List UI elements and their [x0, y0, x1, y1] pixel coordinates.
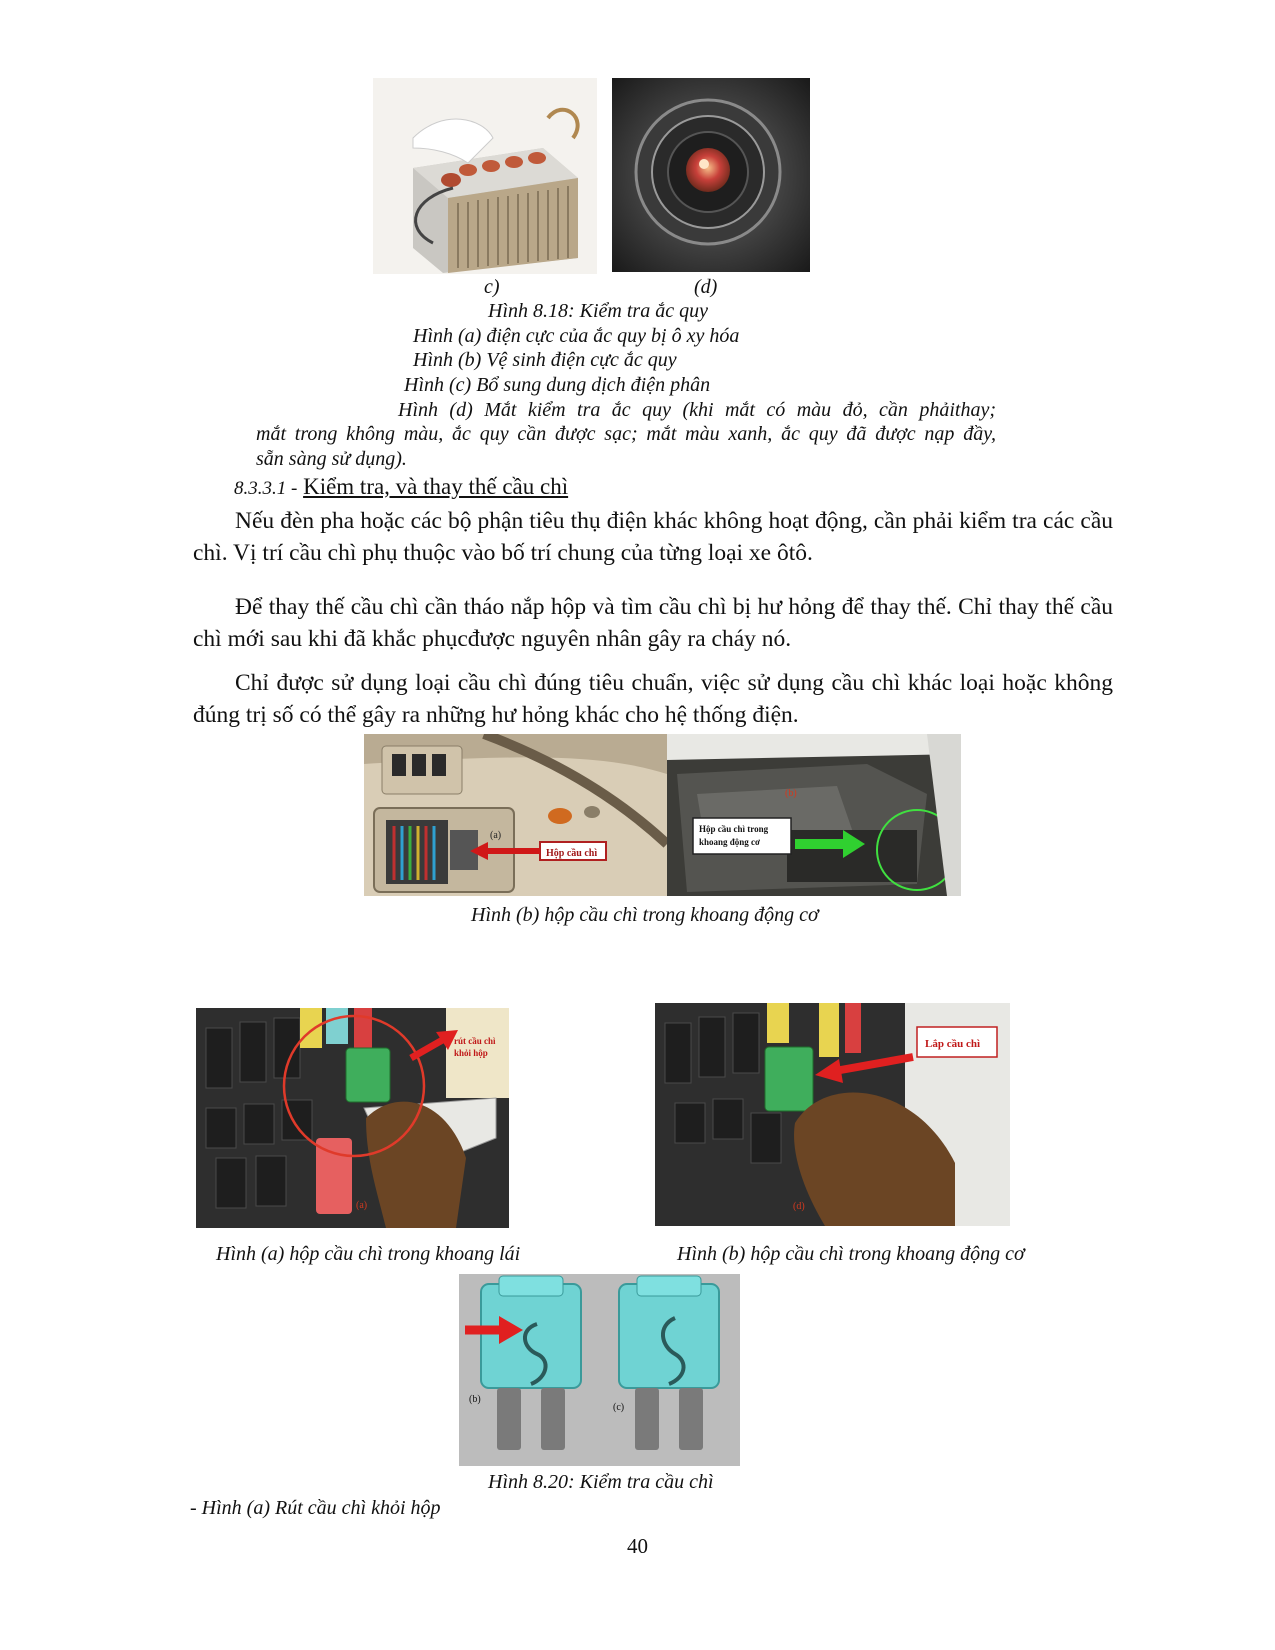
battery-terminal-photo	[373, 78, 597, 274]
fuse-install-illustration	[655, 1003, 1010, 1226]
battery-indicator-eye-photo	[612, 78, 810, 272]
caption-line: Hình (d) Mắt kiểm tra ắc quy (khi mắt có màu đỏ, cần phảithay;	[398, 399, 996, 421]
caption-line: sẵn sàng sử dụng).	[256, 448, 407, 470]
paragraph: Nếu đèn pha hoặc các bộ phận tiêu thụ điện khác không hoạt động, cần phải kiểm tra các cầu chì. Vị trí cầu chì phụ thuộc vào bố trí chung của từng loại xe ôtô.	[193, 508, 1113, 566]
figure-label-d: (d)	[694, 276, 718, 298]
fuse-tag-c: (c)	[613, 1402, 625, 1413]
fuse-tag-b: (b)	[469, 1394, 481, 1405]
fuse-inspection-illustration	[459, 1274, 740, 1466]
fusebox-dashboard-photo	[364, 734, 667, 896]
figure-label-c: c)	[484, 276, 500, 298]
section-number: 8.3.3.1 -	[234, 478, 298, 499]
fusebox-tag-a: (a)	[490, 830, 502, 841]
removal-callout: khỏi hộp	[454, 1048, 488, 1058]
removal-callout: rút cầu chì	[454, 1036, 496, 1046]
fusebox-engine-bay-photo	[667, 734, 961, 896]
fusebox-label-right: Hộp cầu chì trong	[699, 824, 769, 834]
section-heading	[234, 474, 568, 500]
figure-caption: Hình (a) hộp cầu chì trong khoang lái	[216, 1243, 521, 1265]
figure-caption: Hình (b) hộp cầu chì trong khoang động cơ	[677, 1243, 1025, 1265]
fusebox-tag-b: (b)	[785, 788, 797, 799]
install-callout: Lắp cầu chì	[925, 1038, 981, 1050]
fuse-removal-illustration	[196, 1008, 509, 1228]
caption-line: mắt trong không màu, ắc quy cần được sạc; mắt màu xanh, ắc quy đã được nạp đầy,	[256, 423, 996, 445]
paragraph: Chỉ được sử dụng loại cầu chì đúng tiêu chuẩn, việc sử dụng cầu chì khác loại hoặc không đúng trị số có thể gây ra những hư hỏng khác cho hệ thống điện.	[193, 670, 1113, 728]
caption-line: Hình (b) Vệ sinh điện cực ắc quy	[413, 349, 677, 371]
caption-line: Hình (c) Bổ sung dung dịch điện phân	[404, 374, 711, 396]
page-number: 40	[627, 1534, 648, 1558]
caption-line: Hình (a) điện cực của ắc quy bị ô xy hóa	[413, 325, 740, 347]
figure-title: Hình 8.20: Kiểm tra cầu chì	[488, 1471, 714, 1493]
fusebox-label-left: Hộp cầu chì	[546, 848, 598, 859]
fusebox-label-right: khoang động cơ	[699, 837, 761, 847]
install-tag: (d)	[793, 1201, 805, 1212]
paragraph: Để thay thế cầu chì cần tháo nắp hộp và tìm cầu chì bị hư hỏng để thay thế. Chỉ thay thế cầu chì mới sau khi đã khắc phụcđược nguyên nhân gây ra cháy nó.	[193, 594, 1113, 652]
section-title: Kiểm tra, và thay thế cầu chì	[303, 474, 569, 499]
removal-tag: (a)	[356, 1200, 368, 1211]
figure-caption: Hình (b) hộp cầu chì trong khoang động cơ	[471, 904, 819, 926]
figure-title: Hình 8.18: Kiểm tra ắc quy	[488, 300, 708, 322]
figure-note: - Hình (a) Rút cầu chì khỏi hộp	[190, 1497, 441, 1519]
